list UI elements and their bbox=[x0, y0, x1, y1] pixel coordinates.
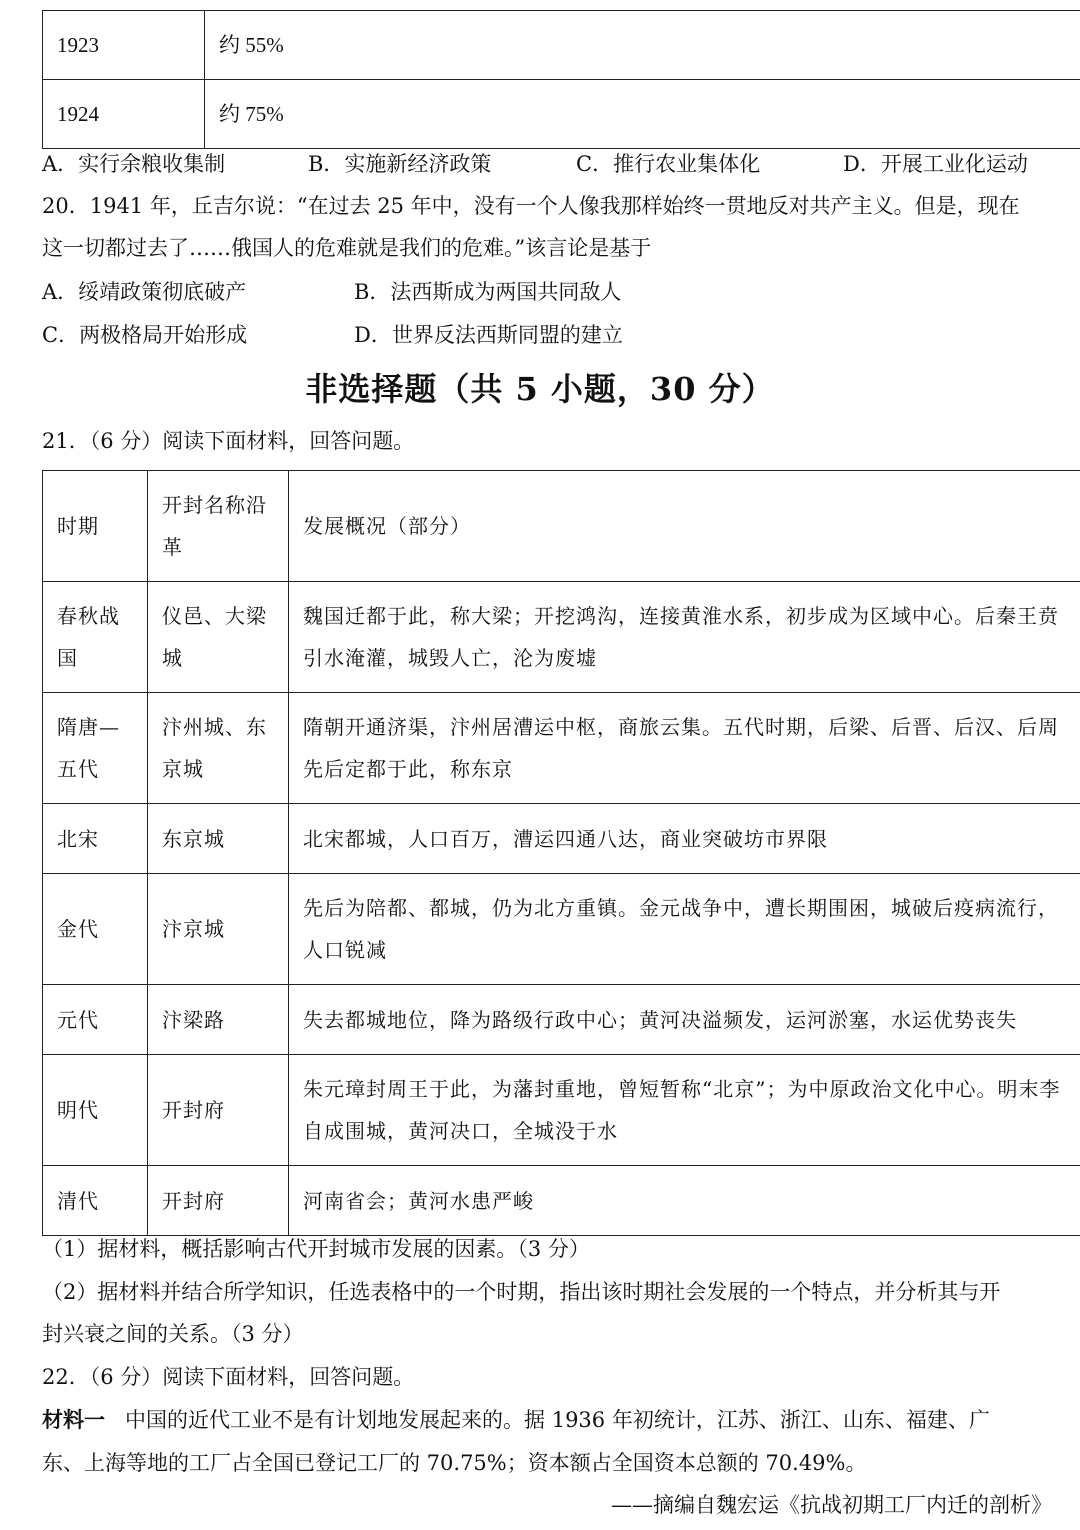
header-period: 时期 bbox=[43, 471, 148, 582]
name-cell: 开封府 bbox=[148, 1166, 289, 1236]
table-row bbox=[43, 582, 1080, 693]
q22-material-line2: 东、上海等地的工厂占全国已登记工厂的 70.75%；资本额占全国资本总额的 70.49%。 bbox=[42, 1451, 867, 1475]
table-header-row bbox=[43, 471, 1080, 582]
header-desc: 发展概况（部分） bbox=[289, 471, 1080, 582]
q22-intro: 22．（6 分）阅读下面材料，回答问题。 bbox=[42, 1365, 415, 1389]
period-cell: 春秋战国 bbox=[43, 582, 148, 693]
period-cell: 北宋 bbox=[43, 804, 148, 874]
q20-option-d: D．世界反法西斯同盟的建立 bbox=[354, 323, 623, 347]
desc-cell: 魏国迁都于此，称大梁；开挖鸿沟，连接黄淮水系，初步成为区域中心。后秦王贲引水淹灌，城毁人亡，沦为废墟 bbox=[289, 582, 1080, 693]
value-cell: 约 75% bbox=[205, 80, 1080, 149]
q22-source: ——摘编自魏宏运《抗战初期工厂内迁的剖析》 bbox=[611, 1493, 1052, 1517]
q20-stem-line1: 20．1941 年，丘吉尔说：“在过去 25 年中，没有一个人像我那样始终一贯地反对共产主义。但是，现在 bbox=[42, 194, 1020, 218]
desc-cell: 失去都城地位，降为路级行政中心；黄河决溢频发，运河淤塞，水运优势丧失 bbox=[289, 985, 1080, 1055]
name-cell: 开封府 bbox=[148, 1055, 289, 1166]
period-cell: 清代 bbox=[43, 1166, 148, 1236]
material-text: 中国的近代工业不是有计划地发展起来的。据 1936 年初统计，江苏、浙江、山东、福建、广 bbox=[125, 1408, 990, 1432]
q20-option-a: A．绥靖政策彻底破产 bbox=[42, 280, 247, 304]
period-cell: 金代 bbox=[43, 874, 148, 985]
name-cell: 东京城 bbox=[148, 804, 289, 874]
year-cell: 1924 bbox=[43, 80, 205, 149]
desc-cell: 隋朝开通济渠，汴州居漕运中枢，商旅云集。五代时期，后梁、后晋、后汉、后周先后定都于此，称东京 bbox=[289, 693, 1080, 804]
desc-cell: 河南省会；黄河水患严峻 bbox=[289, 1166, 1080, 1236]
table-row bbox=[43, 1166, 1080, 1236]
name-cell: 汴梁路 bbox=[148, 985, 289, 1055]
q19-option-a: A．实行余粮收集制 bbox=[42, 152, 226, 176]
table-row bbox=[43, 985, 1080, 1055]
year-cell: 1923 bbox=[43, 11, 205, 80]
q20-stem-line2: 这一切都过去了……俄国人的危难就是我们的危难。”该言论是基于 bbox=[42, 236, 652, 260]
q21-sub2-line2: 封兴衰之间的关系。（3 分） bbox=[42, 1322, 304, 1346]
q19-option-c: C．推行农业集体化 bbox=[576, 152, 761, 176]
table-row bbox=[43, 874, 1080, 985]
table-row bbox=[43, 1055, 1080, 1166]
name-cell: 仪邑、大梁城 bbox=[148, 582, 289, 693]
q22-material-line1 bbox=[42, 1405, 990, 1435]
desc-cell: 北宋都城，人口百万，漕运四通八达，商业突破坊市界限 bbox=[289, 804, 1080, 874]
name-cell: 汴州城、东京城 bbox=[148, 693, 289, 804]
q21-sub1: （1）据材料，概括影响古代开封城市发展的因素。（3 分） bbox=[42, 1237, 590, 1261]
desc-cell: 朱元璋封周王于此，为藩封重地，曾短暂称“北京”；为中原政治文化中心。明末李自成围城，黄河决口，全城没于水 bbox=[289, 1055, 1080, 1166]
q19-option-d: D．开展工业化运动 bbox=[843, 152, 1028, 176]
table-row bbox=[43, 80, 1080, 149]
table-row bbox=[43, 11, 1080, 80]
kaifeng-table bbox=[42, 470, 1080, 1236]
q21-intro: 21．（6 分）阅读下面材料，回答问题。 bbox=[42, 429, 415, 453]
period-cell: 元代 bbox=[43, 985, 148, 1055]
q20-option-b: B．法西斯成为两国共同敌人 bbox=[354, 280, 622, 304]
header-name: 开封名称沿革 bbox=[148, 471, 289, 582]
q19-option-b: B．实施新经济政策 bbox=[308, 152, 492, 176]
table-row bbox=[43, 804, 1080, 874]
desc-cell: 先后为陪都、都城，仍为北方重镇。金元战争中，遭长期围困，城破后疫病流行，人口锐减 bbox=[289, 874, 1080, 985]
value-cell: 约 55% bbox=[205, 11, 1080, 80]
section-heading: 非选择题（共 5 小题，30 分） bbox=[305, 370, 775, 408]
q20-option-c: C．两极格局开始形成 bbox=[42, 323, 248, 347]
material-label: 材料一 bbox=[42, 1407, 105, 1432]
table-row bbox=[43, 693, 1080, 804]
q21-sub2-line1: （2）据材料并结合所学知识，任选表格中的一个时期，指出该时期社会发展的一个特点，并分析其与开 bbox=[42, 1280, 1001, 1304]
period-cell: 明代 bbox=[43, 1055, 148, 1166]
period-cell: 隋唐—五代 bbox=[43, 693, 148, 804]
top-table bbox=[42, 10, 1080, 149]
name-cell: 汴京城 bbox=[148, 874, 289, 985]
